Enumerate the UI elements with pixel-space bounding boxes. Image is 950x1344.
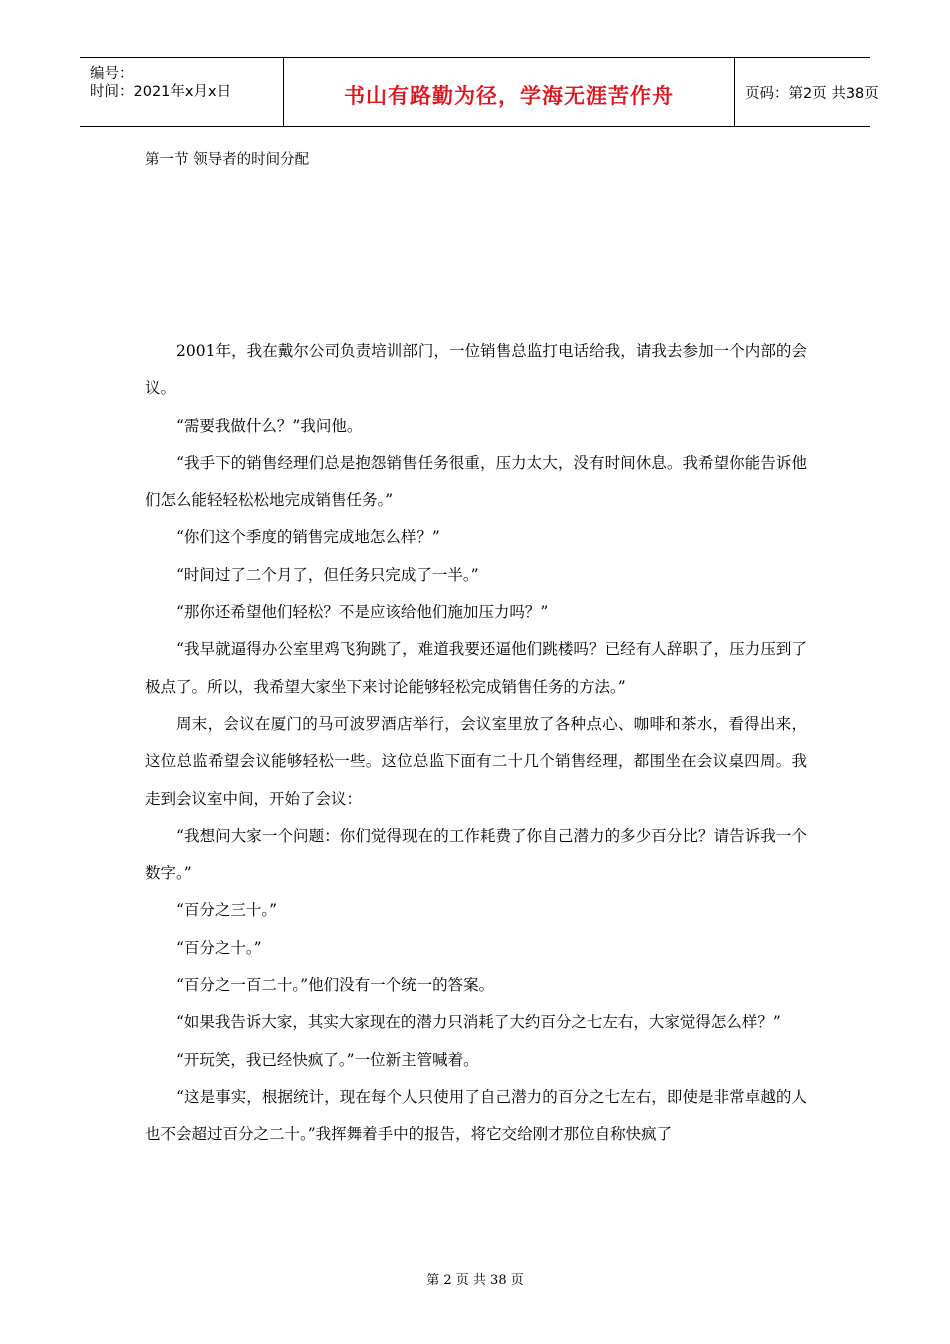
- paragraph: 周末，会议在厦门的马可波罗酒店举行，会议室里放了各种点心、咖啡和茶水，看得出来，这位总监希望会议能够轻松一些。这位总监下面有二十几个销售经理，都围坐在会议桌四周。我走到会议室中间，开始了会议：: [145, 714, 807, 808]
- paragraph: “如果我告诉大家，其实大家现在的潜力只消耗了大约百分之七左右，大家觉得怎么样？”: [176, 1013, 781, 1032]
- header-motto: 书山有路勤为径，学海无涯苦作舟: [344, 84, 674, 108]
- paragraph: “百分之十。”: [176, 938, 262, 957]
- paragraph: “这是事实，根据统计，现在每个人只使用了自己潜力的百分之七左右，即使是非常卓越的人也不会超过百分之二十。”我挥舞着手中的报告，将它交给刚才那位自称快疯了: [145, 1087, 807, 1144]
- document-number-label: 编号：: [90, 66, 134, 82]
- header-info-cell: [80, 58, 283, 126]
- header-page-cell: [735, 58, 879, 126]
- paragraph: “开玩笑，我已经快疯了。”一位新主管喊着。: [176, 1050, 479, 1069]
- document-header: [80, 57, 879, 127]
- paragraph: “我早就逼得办公室里鸡飞狗跳了，难道我要还逼他们跳楼吗？已经有人辞职了，压力压到了极点了。所以，我希望大家坐下来讨论能够轻松完成销售任务的方法。”: [145, 640, 807, 696]
- document-date-label: 时间：2021年x月x日: [90, 84, 232, 100]
- page-footer: 第 2 页 共 38 页: [426, 1273, 524, 1288]
- body-text: [145, 333, 807, 1154]
- paragraph: “百分之一百二十。”他们没有一个统一的答案。: [176, 976, 495, 995]
- header-page-code: 页码：第2页 共38页: [745, 86, 879, 102]
- paragraph: “我手下的销售经理们总是抱怨销售任务很重，压力太大，没有时间休息。我希望你能告诉他们怎么能轻轻松松地完成销售任务。”: [145, 453, 807, 510]
- paragraph: “百分之三十。”: [176, 901, 278, 920]
- paragraph: “时间过了二个月了，但任务只完成了一半。”: [176, 565, 479, 584]
- section-title: 第一节 领导者的时间分配: [145, 152, 310, 168]
- paragraph: “需要我做什么？”我问他。: [176, 416, 363, 435]
- paragraph: “那你还希望他们轻松？不是应该给他们施加压力吗？”: [176, 603, 549, 622]
- paragraph: 2001年，我在戴尔公司负责培训部门，一位销售总监打电话给我，请我去参加一个内部的会议。: [145, 342, 807, 398]
- header-motto-cell: [283, 58, 735, 126]
- paragraph: “你们这个季度的销售完成地怎么样？”: [176, 528, 440, 547]
- paragraph: “我想问大家一个问题：你们觉得现在的工作耗费了你自己潜力的多少百分比？请告诉我一个数字。”: [145, 826, 807, 883]
